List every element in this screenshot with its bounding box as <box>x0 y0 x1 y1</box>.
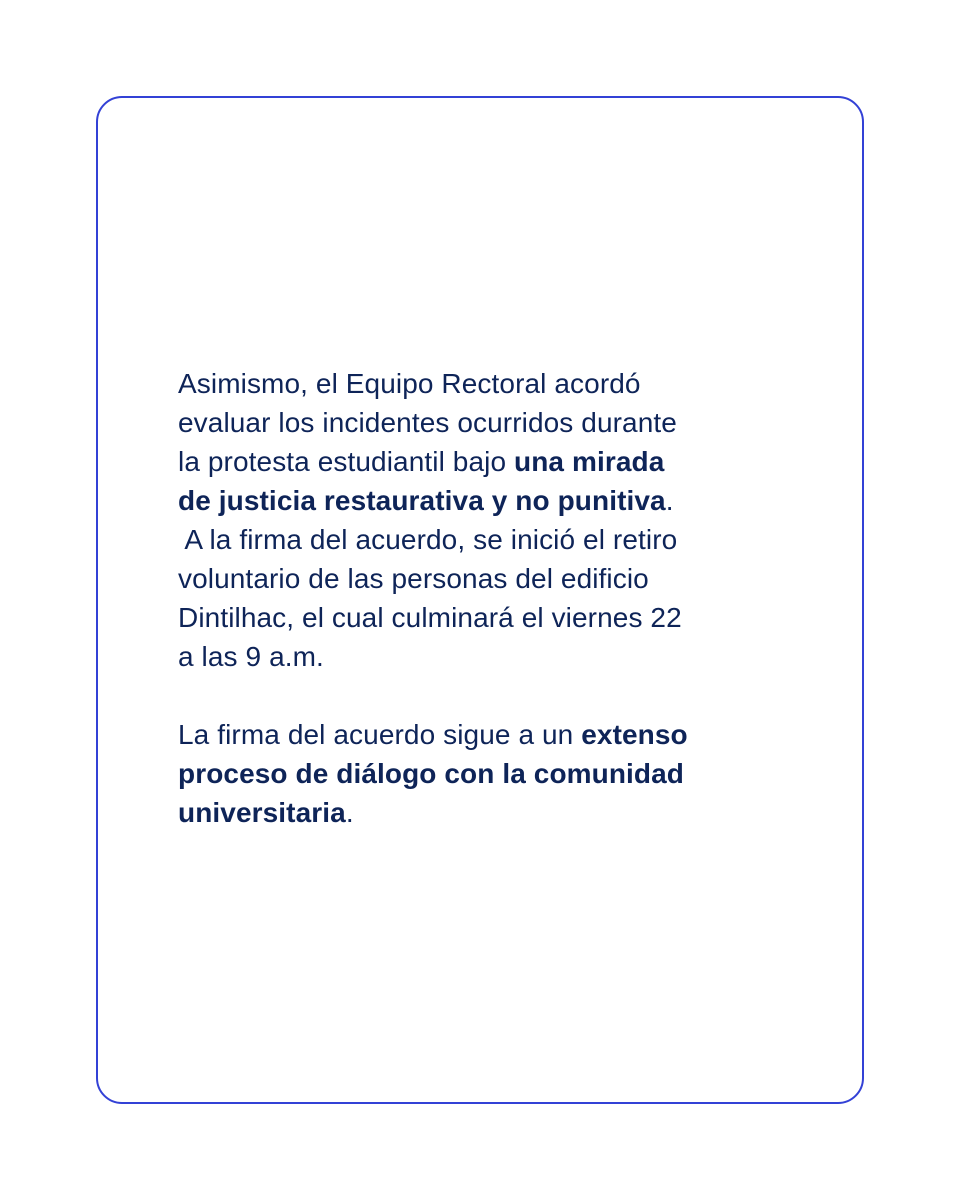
body-text <box>178 364 798 832</box>
paragraph-1-line-5: A la firma del acuerdo, se inició el retiro <box>178 524 678 555</box>
paragraph-2-line-1 <box>178 715 798 754</box>
paragraph-1-line-7: Dintilhac, el cual culminará el viernes 22 <box>178 602 682 633</box>
paragraph-1-line-6: voluntario de las personas del edificio <box>178 563 649 594</box>
bold-text: extenso <box>581 719 688 750</box>
period: . <box>665 485 674 516</box>
period: . <box>345 797 354 828</box>
paragraph-1-line-3 <box>178 442 798 481</box>
plain-text: La firma del acuerdo sigue a un <box>178 719 582 750</box>
paragraph-gap <box>178 676 798 715</box>
bold-text: de justicia restaurativa y no punitiva <box>178 485 666 516</box>
paragraph-1-line-1: Asimismo, el Equipo Rectoral acordó <box>178 368 641 399</box>
plain-text: la protesta estudiantil bajo <box>178 446 515 477</box>
paragraph-1-line-8: a las 9 a.m. <box>178 641 324 672</box>
paragraph-2-line-3 <box>178 793 798 832</box>
bold-text: una mirada <box>514 446 665 477</box>
bold-text: proceso de diálogo con la comunidad <box>178 758 685 789</box>
paragraph-2-line-2 <box>178 754 798 793</box>
paragraph-1-line-4 <box>178 481 798 520</box>
paragraph-1-line-2: evaluar los incidentes ocurridos durante <box>178 407 677 438</box>
bold-text: universitaria <box>178 797 346 828</box>
